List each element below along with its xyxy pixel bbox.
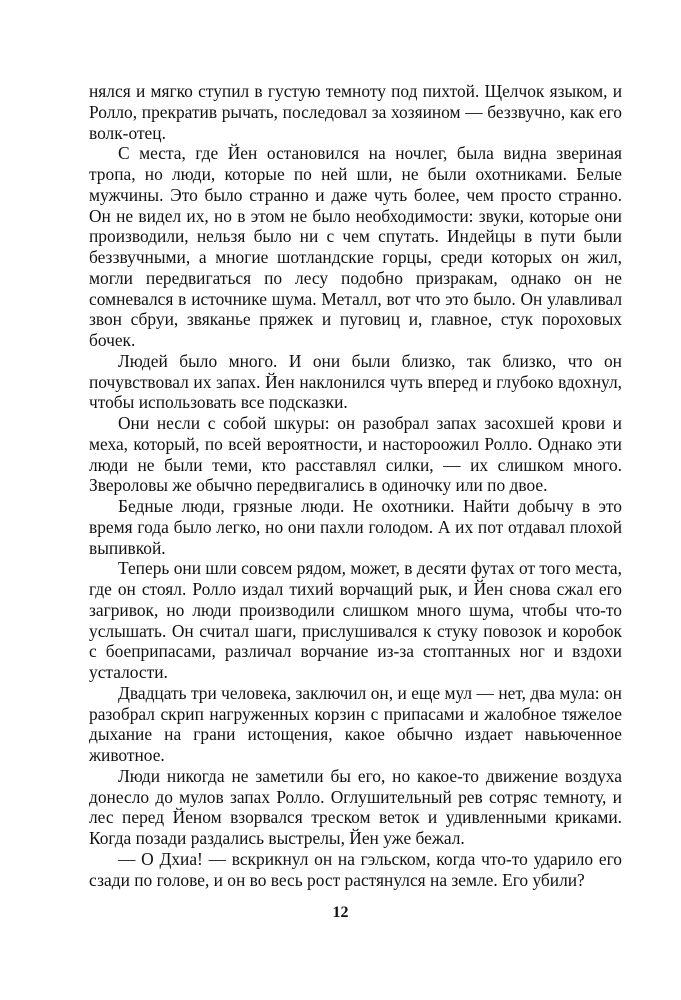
paragraph-6: Теперь они шли совсем рядом, может, в десяти футах от того места, где он стоял. Ролло издал тихий ворчащий рык, и Йен снова сжал его загривок, но люди производили слишком много шума, чтобы что-то услышать. Он считал шаги, прислушивался к стуку повозок и коробок с боеприпасами, различал ворчание из-за стоптанных ног и вздохи усталости. xyxy=(89,558,622,682)
paragraph-9: — О Дхиа! — вскрикнул он на гэльском, когда что-то ударило его сзади по голове, и он во весь рост растянулся на земле. Его убили? xyxy=(89,848,622,890)
paragraph-1: нялся и мягко ступил в густую темноту под пихтой. Щелчок языком, и Ролло, прекратив рычать, последовал за хозяином — беззвучно, как его волк-отец. xyxy=(89,81,622,143)
page-body xyxy=(89,81,622,890)
paragraph-4: Они несли с собой шкуры: он разобрал запах засохшей крови и меха, который, по всей вероятности, и настороожил Ролло. Однако эти люди не были теми, кто расставлял силки, — их слишком много. Звероловы же обычно передвигались в одиночку или по двое. xyxy=(89,413,622,496)
paragraph-3: Людей было много. И они были близко, так близко, что он почувствовал их запах. Йен наклонился чуть вперед и глубоко вдохнул, чтобы использовать все подсказки. xyxy=(89,350,622,413)
paragraph-8: Люди никогда не заметили бы его, но какое-то движение воздуха донесло до мулов запах Ролло. Оглушительный рев сотряс темноту, и лес перед Йеном взорвался треском веток и удивленными криками. Когда позади раздались выстрелы, Йен уже бежал. xyxy=(89,765,622,848)
paragraph-2: С места, где Йен остановился на ночлег, была видна звериная тропа, но люди, которые по ней шли, не были охотниками. Белые мужчины. Это было странно и даже чуть более, чем просто странно. Он не видел их, но в этом не было необходимости: звуки, которые они производили, нельзя было ни с чем спутать. Индейцы в пути были беззвучными, а многие шотландские горцы, среди которых он жил, могли передвигаться по лесу подобно призракам, однако он не сомневался в источнике шума. Металл, вот что это было. Он улавливал звон сбруи, звяканье пряжек и пуговиц и, главное, стук пороховых бочек. xyxy=(89,143,622,350)
page-number: 12 xyxy=(332,904,349,921)
paragraph-7: Двадцать три человека, заключил он, и еще мул — нет, два мула: он разобрал скрип нагруженных корзин с припасами и жалобное тяжелое дыхание на грани истощения, какое обычно издает навьюченное животное. xyxy=(89,682,622,765)
paragraph-5: Бедные люди, грязные люди. Не охотники. Найти добычу в это время года было легко, но они пахли голодом. А их пот отдавал плохой выпивкой. xyxy=(89,496,622,558)
